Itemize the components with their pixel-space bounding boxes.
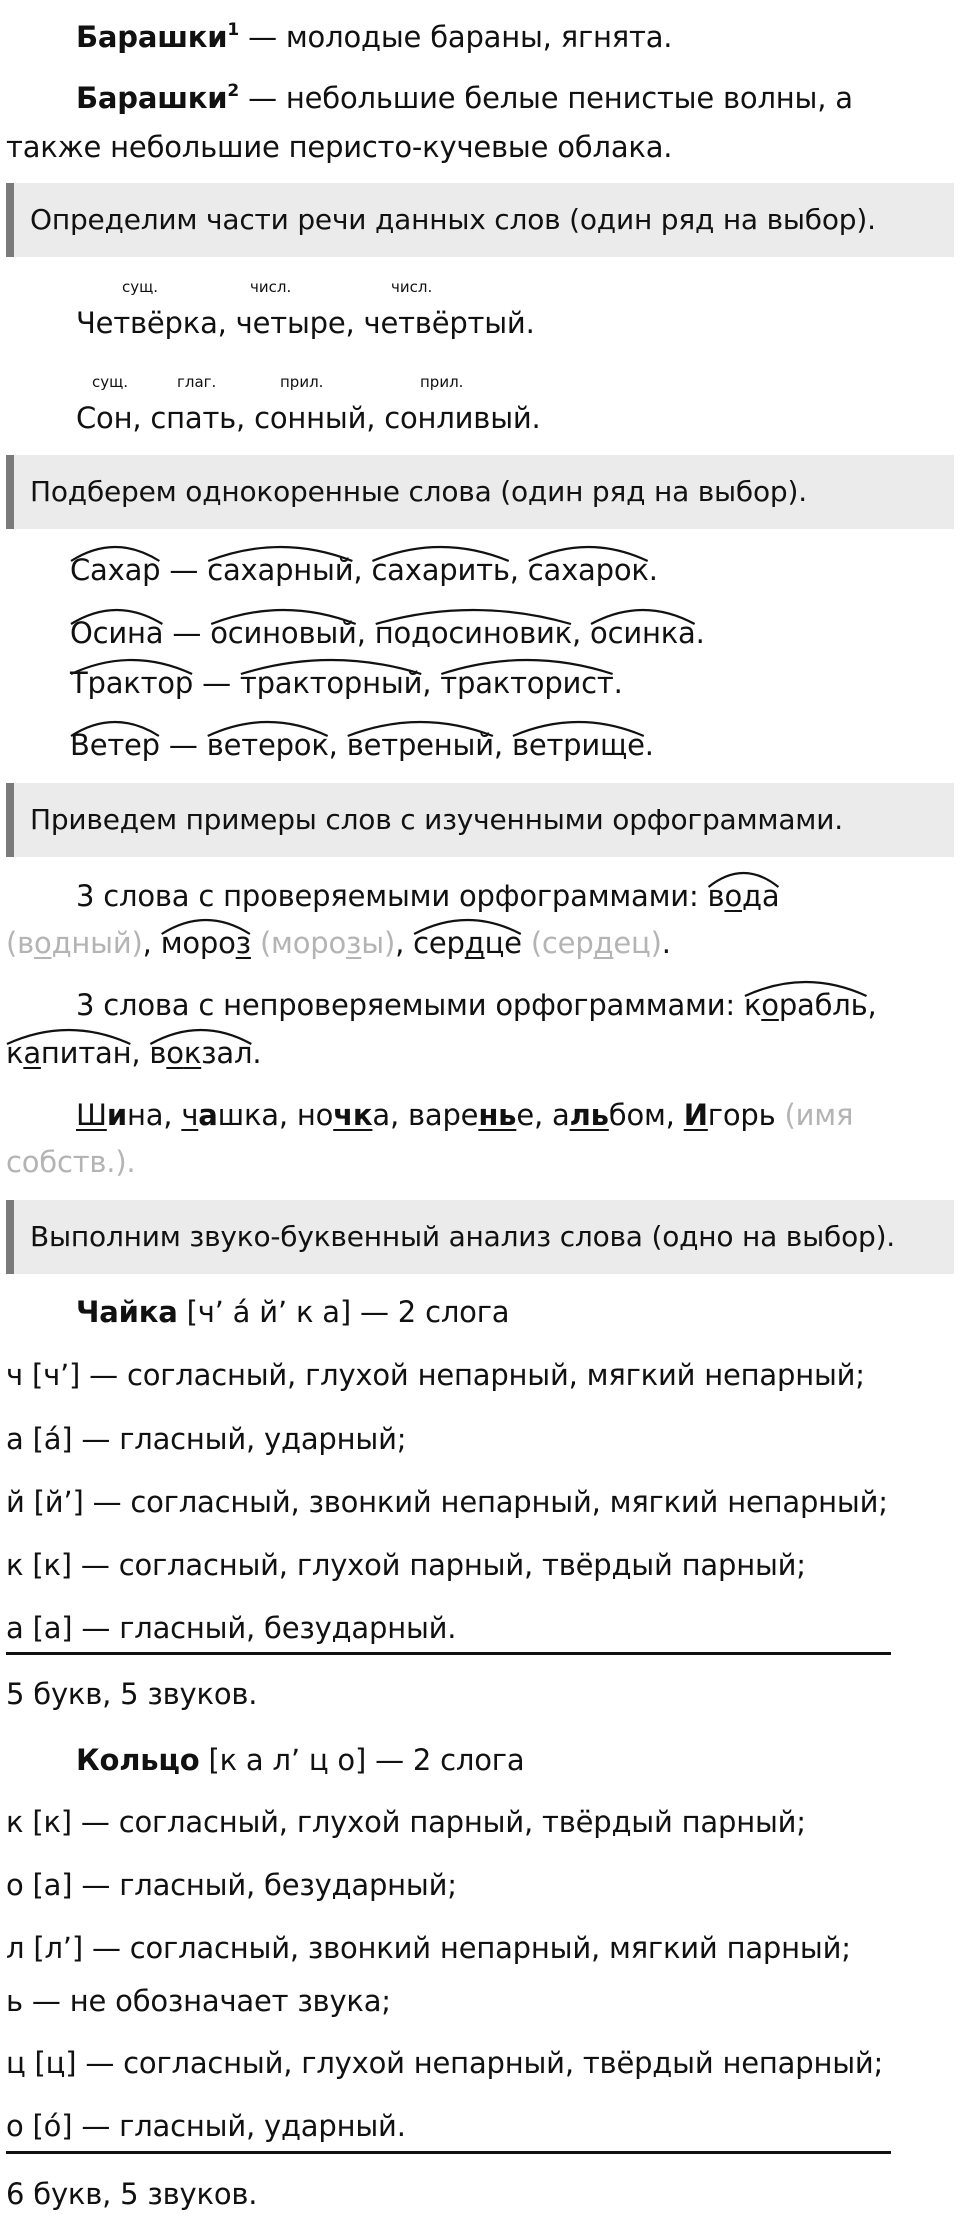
root-word: тракторист xyxy=(440,666,614,700)
cognates-row-4: Ветер — ветерок, ветреный, ветрище. xyxy=(70,728,654,762)
pos-label: прил. xyxy=(420,373,464,391)
phoneme-row: о [а] — гласный, безударный; xyxy=(6,1868,457,1902)
spelling-examples-line-2: собств.). xyxy=(6,1145,136,1179)
root-word: сердце xyxy=(413,926,522,960)
cognates-row-1: Сахар — сахарный, сахарить, сахарок. xyxy=(70,553,658,587)
phoneme-row: а [а] — гласный, безударный. xyxy=(6,1611,457,1645)
phoneme-row: ч [ч’] — согласный, глухой непарный, мягкий непарный; xyxy=(6,1358,865,1392)
root-word: ветреный xyxy=(346,728,494,762)
root-word: осинка xyxy=(590,616,696,650)
pos-label: сущ. xyxy=(92,373,129,391)
root-word: капитан xyxy=(6,1036,132,1070)
pos-label: числ. xyxy=(250,278,292,296)
letters-sounds-total: 5 букв, 5 звуков. xyxy=(6,1677,258,1711)
pos-label: числ. xyxy=(391,278,433,296)
letters-sounds-total: 6 букв, 5 звуков. xyxy=(6,2177,258,2211)
phoneme-row: к [к] — согласный, глухой парный, твёрдый парный; xyxy=(6,1548,806,1582)
cognates-row-2: Осина — осиновый, подосиновик, осинка. xyxy=(70,616,705,650)
root-word: корабль xyxy=(743,988,868,1022)
root-word: вода xyxy=(707,879,780,913)
task-header-cognates: Подберем однокоренные слова (один ряд на выбор). xyxy=(6,455,954,529)
root-word: подосиновик xyxy=(374,616,572,650)
pos-words: Четвёрка, четыре, четвёртый. xyxy=(76,306,535,340)
chayka-heading: Чайка [ч’ а́ й’ к а] — 2 слога xyxy=(76,1295,510,1329)
checked-spellings-line-2: (водный), мороз (морозы), сердце (сердец). xyxy=(6,926,671,960)
task-header-spelling: Приведем примеры слов с изученными орфограммами. xyxy=(6,783,954,857)
root-word: сахарок xyxy=(527,553,649,587)
root-word: ветрище xyxy=(511,728,645,762)
root-word: Ветер xyxy=(70,728,160,762)
definition-line-1: Барашки$^1$ — молодые бараны, ягнята. xyxy=(76,20,673,54)
root-word: осиновый xyxy=(210,616,357,650)
task-header-phonetic-analysis: Выполним звуко-буквенный анализ слова (одно на выбор). xyxy=(6,1200,954,1274)
cognates-row-3: Трактор — тракторный, тракторист. xyxy=(70,666,623,700)
pos-label: прил. xyxy=(280,373,324,391)
koltso-heading: Кольцо [к а л’ ц о] — 2 слога xyxy=(76,1743,525,1777)
pos-words: Сон, спать, сонный, сонливый. xyxy=(76,401,541,435)
phoneme-row: а [а́] — гласный, ударный; xyxy=(6,1422,407,1456)
divider-line xyxy=(6,1652,891,1655)
root-word: мороз xyxy=(160,926,251,960)
root-word: Осина xyxy=(70,616,164,650)
checked-spellings-line-1: 3 слова с проверяемыми орфограммами: вода xyxy=(76,879,780,913)
root-word: Трактор xyxy=(70,666,194,700)
divider-line xyxy=(6,2151,891,2154)
root-word: тракторный xyxy=(239,666,423,700)
root-word: ветерок xyxy=(206,728,329,762)
spelling-examples-line-1: Шина, чашка, ночка, варенье, альбом, Игорь (имя xyxy=(76,1098,854,1132)
unchecked-spellings-line-2: капитан, вокзал. xyxy=(6,1036,262,1070)
phoneme-row: о [о́] — гласный, ударный. xyxy=(6,2109,406,2143)
phoneme-row: л [л’] — согласный, звонкий непарный, мягкий парный; xyxy=(6,1931,851,1965)
phoneme-row: к [к] — согласный, глухой парный, твёрдый парный; xyxy=(6,1805,806,1839)
root-word: вокзал xyxy=(149,1036,253,1070)
definition-line-3: также небольшие перисто-кучевые облака. xyxy=(6,130,673,164)
phoneme-row: ь — не обозначает звука; xyxy=(6,1984,391,2018)
unchecked-spellings-line-1: 3 слова с непроверяемыми орфограммами: корабль, xyxy=(76,988,877,1022)
phoneme-row: ц [ц] — согласный, глухой непарный, твёрдый непарный; xyxy=(6,2046,884,2080)
root-word: сахарный xyxy=(207,553,354,587)
definition-line-2: Барашки$^2$ — небольшие белые пенистые волны, а xyxy=(76,81,853,115)
task-header-parts-of-speech: Определим части речи данных слов (один ряд на выбор). xyxy=(6,183,954,257)
root-word: сахарить xyxy=(371,553,510,587)
phoneme-row: й [й’] — согласный, звонкий непарный, мягкий непарный; xyxy=(6,1485,888,1519)
root-word: Сахар xyxy=(70,553,161,587)
pos-label: глаг. xyxy=(177,373,217,391)
pos-label: сущ. xyxy=(122,278,159,296)
